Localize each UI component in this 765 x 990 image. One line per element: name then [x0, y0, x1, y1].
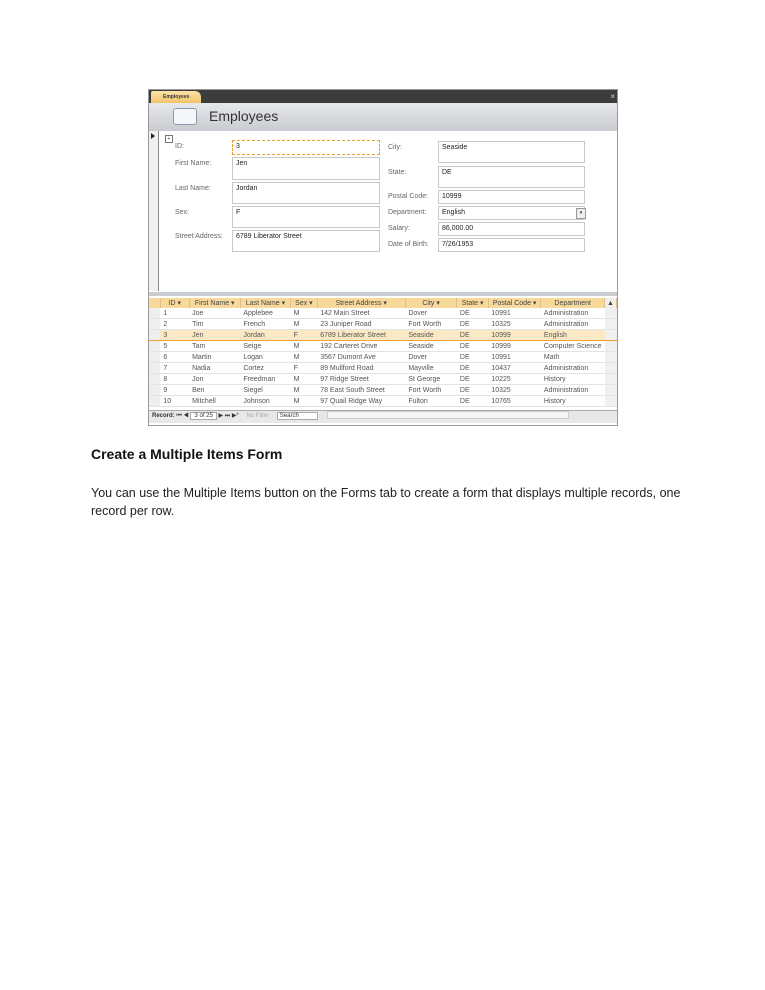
table-cell[interactable]: Fort Worth — [405, 385, 457, 396]
table-cell[interactable]: Jon — [189, 374, 240, 385]
table-cell[interactable]: 7 — [160, 363, 189, 374]
table-cell[interactable]: DE — [457, 374, 488, 385]
move-handle-icon[interactable]: + — [165, 135, 173, 143]
horizontal-scrollbar[interactable] — [327, 411, 569, 419]
table-cell[interactable]: Mayville — [405, 363, 457, 374]
table-cell[interactable]: Computer Science — [541, 341, 605, 352]
row-selector[interactable] — [149, 319, 160, 330]
table-cell[interactable]: Joe — [189, 308, 240, 319]
table-row[interactable] — [149, 396, 617, 407]
field-label: City: — [388, 144, 402, 151]
table-cell[interactable]: Mitchell — [189, 396, 240, 407]
table-row[interactable] — [149, 308, 617, 319]
field-input[interactable]: 6789 Liberator Street — [232, 230, 380, 252]
body-paragraph: You can use the Multiple Items button on the Forms tab to create a form that displays multiple records, one record per row. — [91, 486, 681, 518]
record-selector[interactable] — [149, 131, 159, 291]
table-cell[interactable]: DE — [457, 352, 488, 363]
table-cell[interactable]: 97 Ridge Street — [317, 374, 405, 385]
table-cell[interactable]: Jordan — [240, 330, 290, 341]
column-header-label: Postal Code — [492, 300, 531, 307]
form-title: Employees — [209, 108, 279, 124]
field-input[interactable]: F — [232, 206, 380, 228]
field-input[interactable]: 7/26/1953 — [438, 238, 585, 252]
table-row[interactable] — [149, 341, 617, 352]
column-header-label: Street Address — [335, 300, 382, 307]
current-record-arrow-icon — [151, 133, 155, 139]
vertical-scrollbar[interactable] — [605, 385, 617, 396]
table-cell[interactable]: Cortez — [240, 363, 290, 374]
nav-next-last-new[interactable]: ▶ ⏭ ▶* — [218, 413, 241, 419]
table-cell[interactable]: 10999 — [488, 341, 541, 352]
table-cell[interactable]: French — [240, 319, 290, 330]
row-selector[interactable] — [149, 374, 160, 385]
table-cell[interactable]: M — [291, 374, 318, 385]
table-cell[interactable]: 10999 — [488, 330, 541, 341]
table-cell[interactable]: Administration — [541, 308, 605, 319]
table-cell[interactable]: 10325 — [488, 385, 541, 396]
field-label: First Name: — [175, 160, 212, 167]
table-cell[interactable]: 5 — [160, 341, 189, 352]
table-cell[interactable]: M — [291, 396, 318, 407]
table-cell[interactable]: Freedman — [240, 374, 290, 385]
table-cell[interactable]: DE — [457, 341, 488, 352]
column-header-label: First Name — [194, 300, 230, 307]
column-header[interactable] — [541, 298, 605, 308]
dropdown-arrow-icon[interactable]: ▾ — [576, 208, 586, 219]
form-icon — [173, 108, 197, 125]
row-selector[interactable] — [149, 352, 160, 363]
field-label: Date of Birth: — [388, 241, 429, 248]
table-cell[interactable]: DE — [457, 308, 488, 319]
table-cell[interactable]: Johnson — [240, 396, 290, 407]
table-cell[interactable]: Logan — [240, 352, 290, 363]
table-cell[interactable]: History — [541, 396, 605, 407]
column-header[interactable]: City ▾ — [405, 298, 457, 308]
column-header-label: Last Name — [245, 300, 280, 307]
department-dropdown[interactable]: English — [438, 206, 585, 220]
vertical-scrollbar[interactable] — [605, 341, 617, 352]
table-cell[interactable]: M — [291, 341, 318, 352]
table-cell[interactable]: 142 Main Street — [317, 308, 405, 319]
vertical-scrollbar[interactable] — [605, 396, 617, 407]
table-cell[interactable]: 23 Juniper Road — [317, 319, 405, 330]
vertical-scrollbar[interactable] — [605, 352, 617, 363]
vertical-scrollbar[interactable] — [605, 308, 617, 319]
table-cell[interactable]: 10 — [160, 396, 189, 407]
table-cell[interactable]: 10991 — [488, 352, 541, 363]
row-selector[interactable] — [149, 308, 160, 319]
tab-employees[interactable]: Employees — [151, 91, 201, 103]
table-cell[interactable]: 3 — [160, 330, 189, 341]
table-row[interactable] — [149, 363, 617, 374]
record-label: Record: — [152, 413, 175, 419]
column-header[interactable]: Postal Code ▾ — [488, 298, 541, 308]
search-input[interactable]: Search — [277, 412, 318, 420]
column-header[interactable]: First Name ▾ — [189, 298, 240, 308]
table-cell[interactable]: Fulton — [405, 396, 457, 407]
row-selector[interactable] — [149, 341, 160, 352]
table-cell[interactable]: F — [291, 363, 318, 374]
field-label: Department: — [388, 209, 427, 216]
record-position[interactable]: 3 of 25 — [190, 412, 216, 420]
table-cell[interactable]: Martin — [189, 352, 240, 363]
column-header[interactable]: Street Address ▾ — [317, 298, 405, 308]
table-cell[interactable]: M — [291, 319, 318, 330]
splitter-bar[interactable] — [149, 292, 618, 296]
column-header-label: City — [422, 300, 435, 307]
table-cell[interactable]: Administration — [541, 319, 605, 330]
tab-bar — [149, 90, 618, 103]
table-cell[interactable]: DE — [457, 319, 488, 330]
table-cell[interactable]: 3567 Dumont Ave — [317, 352, 405, 363]
table-cell[interactable]: Applebee — [240, 308, 290, 319]
table-cell[interactable]: Seige — [240, 341, 290, 352]
table-cell[interactable]: 6789 Liberator Street — [317, 330, 405, 341]
table-cell[interactable]: Dover — [405, 308, 457, 319]
filter-button[interactable]: No Filter — [246, 413, 270, 419]
vertical-scrollbar[interactable] — [605, 319, 617, 330]
table-cell[interactable]: 9 — [160, 385, 189, 396]
section-heading: Create a Multiple Items Form — [91, 446, 283, 462]
field-input[interactable]: 10999 — [438, 190, 585, 204]
table-row[interactable] — [149, 352, 617, 363]
nav-first-prev[interactable]: ⏮ ◀ — [176, 413, 191, 419]
row-selector[interactable] — [149, 385, 160, 396]
row-selector[interactable] — [149, 396, 160, 407]
field-label: Sex: — [175, 209, 190, 216]
table-cell[interactable]: 2 — [160, 319, 189, 330]
column-header-label: State — [461, 300, 479, 307]
column-header[interactable]: ID ▾ — [160, 298, 189, 308]
field-input[interactable]: DE — [438, 166, 585, 188]
table-cell[interactable]: Seaside — [405, 330, 457, 341]
table-cell[interactable]: 10437 — [488, 363, 541, 374]
table-cell[interactable]: 8 — [160, 374, 189, 385]
table-row[interactable] — [149, 385, 617, 396]
row-selector[interactable] — [149, 330, 160, 341]
field-label: Last Name: — [175, 185, 211, 192]
field-label: Street Address: — [175, 233, 223, 240]
table-cell[interactable]: DE — [457, 330, 488, 341]
table-cell[interactable]: Dover — [405, 352, 457, 363]
form-header — [149, 103, 618, 131]
table-row[interactable] — [149, 319, 617, 330]
table-cell[interactable]: 78 East South Street — [317, 385, 405, 396]
table-cell[interactable]: 10765 — [488, 396, 541, 407]
vertical-scrollbar[interactable] — [605, 330, 617, 341]
column-header[interactable]: Last Name ▾ — [240, 298, 290, 308]
table-cell[interactable]: Ben — [189, 385, 240, 396]
table-cell[interactable]: Tim — [189, 319, 240, 330]
table-cell[interactable]: History — [541, 374, 605, 385]
table-cell[interactable]: Math — [541, 352, 605, 363]
table-cell[interactable]: DE — [457, 396, 488, 407]
table-cell[interactable]: Administration — [541, 363, 605, 374]
scroll-up-icon[interactable]: ▲ — [605, 298, 617, 308]
table-cell[interactable]: English — [541, 330, 605, 341]
field-label: Salary: — [388, 225, 410, 232]
table-cell[interactable]: Jen — [189, 330, 240, 341]
table-row[interactable] — [149, 330, 617, 341]
table-cell[interactable]: M — [291, 385, 318, 396]
table-cell[interactable]: 89 Mullford Road — [317, 363, 405, 374]
table-cell[interactable]: M — [291, 308, 318, 319]
table-cell[interactable]: F — [291, 330, 318, 341]
table-cell[interactable]: M — [291, 352, 318, 363]
field-label: Postal Code: — [388, 193, 429, 200]
table-cell[interactable]: 192 Carteret Drive — [317, 341, 405, 352]
table-cell[interactable]: Siegel — [240, 385, 290, 396]
field-input[interactable]: 3 — [232, 140, 380, 155]
record-navigation — [149, 410, 618, 423]
table-cell[interactable]: 10991 — [488, 308, 541, 319]
table-cell[interactable]: DE — [457, 385, 488, 396]
field-input[interactable]: 86,000.00 — [438, 222, 585, 236]
column-header-label: ID — [168, 300, 176, 307]
table-cell[interactable]: Nadia — [189, 363, 240, 374]
table-cell[interactable]: 10225 — [488, 374, 541, 385]
row-selector[interactable] — [149, 363, 160, 374]
table-cell[interactable]: 1 — [160, 308, 189, 319]
column-header-label: Sex — [295, 300, 308, 307]
access-screenshot — [148, 89, 618, 426]
table-cell[interactable]: 10325 — [488, 319, 541, 330]
field-label: ID: — [175, 143, 184, 150]
select-all-cell[interactable] — [149, 298, 160, 308]
table-cell[interactable]: 97 Quail Ridge Way — [317, 396, 405, 407]
column-header[interactable]: Sex ▾ — [291, 298, 318, 308]
vertical-scrollbar[interactable] — [605, 363, 617, 374]
field-input[interactable]: Jen — [232, 157, 380, 180]
table-row[interactable] — [149, 374, 617, 385]
datasheet — [149, 298, 617, 407]
table-cell[interactable]: Administration — [541, 385, 605, 396]
table-cell[interactable]: Tam — [189, 341, 240, 352]
column-header-label: Department — [554, 299, 591, 307]
field-input[interactable]: Jordan — [232, 182, 380, 204]
table-cell[interactable]: 6 — [160, 352, 189, 363]
field-label: State: — [388, 169, 407, 176]
field-input[interactable]: Seaside — [438, 141, 585, 163]
table-cell[interactable]: DE — [457, 363, 488, 374]
table-cell[interactable]: St George — [405, 374, 457, 385]
column-header[interactable]: State ▾ — [457, 298, 488, 308]
table-cell[interactable]: Seaside — [405, 341, 457, 352]
vertical-scrollbar[interactable] — [605, 374, 617, 385]
table-cell[interactable]: Fort Worth — [405, 319, 457, 330]
close-icon[interactable]: × — [610, 92, 615, 101]
